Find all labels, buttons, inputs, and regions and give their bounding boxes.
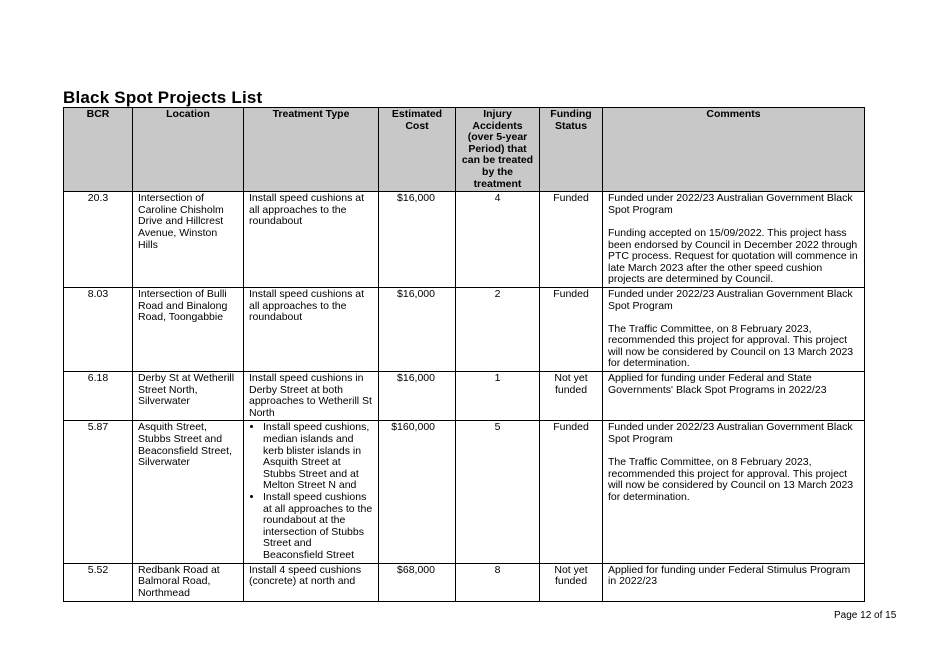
- table-row: [64, 372, 865, 421]
- list-item: • Install speed cushions at all approaches to the roundabout at the intersection of Stubbs Street and Beaconsfield Street: [263, 492, 373, 562]
- cell-bcr: 5.87: [64, 421, 133, 563]
- comment-paragraph: Funded under 2022/23 Australian Government Black Spot Program: [608, 192, 853, 216]
- header-funding-status: Funding Status: [540, 108, 603, 192]
- cell-treatment: Install speed cushions in Derby Street at both approaches to Wetherill St North: [244, 372, 379, 421]
- header-location: Location: [133, 108, 244, 192]
- cell-bcr: 20.3: [64, 192, 133, 288]
- cell-location: Asquith Street, Stubbs Street and Beaconsfield Street, Silverwater: [133, 421, 244, 563]
- cell-funding: Funded: [540, 421, 603, 563]
- cell-injury: 4: [456, 192, 540, 288]
- cell-treatment: Install 4 speed cushions (concrete) at north and: [244, 563, 379, 601]
- table-header-row: [64, 108, 865, 192]
- list-item: • Install speed cushions, median islands and kerb blister islands in Asquith Street at Stubbs Street and at Melton Street N and: [263, 422, 373, 492]
- cell-location: Redbank Road at Balmoral Road, Northmead: [133, 563, 244, 601]
- comment-paragraph: Funded under 2022/23 Australian Government Black Spot Program: [608, 421, 853, 446]
- cell-injury: 2: [456, 287, 540, 371]
- cell-cost: $16,000: [379, 192, 456, 288]
- comment-paragraph: The Traffic Committee, on 8 February 2023, recommended this project for approval. This project will now be considered by Council on 13 March 2023 for determination.: [608, 456, 854, 503]
- cell-cost: $16,000: [379, 372, 456, 421]
- cell-treatment: Install speed cushions at all approaches to the roundabout: [244, 287, 379, 371]
- cell-location: Intersection of Bulli Road and Binalong Road, Toongabbie: [133, 287, 244, 371]
- comment-paragraph: Applied for funding under Federal Stimulus Program in 2022/23: [608, 563, 851, 588]
- comment-paragraph: The Traffic Committee, on 8 February 2023, recommended this project for approval. This project will now be considered by Council on 13 March 2023 for determination.: [608, 322, 854, 370]
- header-estimated-cost: Estimated Cost: [379, 108, 456, 192]
- cell-comments: [603, 421, 865, 563]
- header-comments: Comments: [603, 108, 865, 192]
- cell-injury: 5: [456, 421, 540, 563]
- table-row: [64, 192, 865, 288]
- header-bcr: BCR: [64, 108, 133, 192]
- cell-cost: $16,000: [379, 287, 456, 371]
- cell-bcr: 5.52: [64, 563, 133, 601]
- cell-location: Derby St at Wetherill Street North, Silverwater: [133, 372, 244, 421]
- treatment-list: [249, 422, 373, 561]
- cell-bcr: 8.03: [64, 287, 133, 371]
- cell-cost: $160,000: [379, 421, 456, 563]
- header-treatment-type: Treatment Type: [244, 108, 379, 192]
- cell-treatment: [244, 421, 379, 563]
- cell-comments: [603, 563, 865, 601]
- cell-comments: [603, 192, 865, 288]
- table-row: [64, 563, 865, 601]
- cell-injury: 1: [456, 372, 540, 421]
- cell-funding: Not yet funded: [540, 563, 603, 601]
- cell-comments: [603, 372, 865, 421]
- header-injury-accidents: Injury Accidents (over 5-year Period) that can be treated by the treatment: [456, 108, 540, 192]
- cell-comments: [603, 287, 865, 371]
- cell-injury: 8: [456, 563, 540, 601]
- comment-paragraph: Funded under 2022/23 Australian Government Black Spot Program: [608, 287, 853, 312]
- cell-location: Intersection of Caroline Chisholm Drive and Hillcrest Avenue, Winston Hills: [133, 192, 244, 288]
- table-row: [64, 421, 865, 563]
- page-number: Page 12 of 15: [834, 610, 897, 621]
- cell-funding: Funded: [540, 192, 603, 288]
- cell-bcr: 6.18: [64, 372, 133, 421]
- page-title: Black Spot Projects List: [63, 88, 263, 107]
- table-row: [64, 287, 865, 371]
- cell-cost: $68,000: [379, 563, 456, 601]
- cell-funding: Not yet funded: [540, 372, 603, 421]
- cell-funding: Funded: [540, 287, 603, 371]
- black-spot-projects-table: [63, 107, 865, 602]
- comment-paragraph: Funding accepted on 15/09/2022. This project hass been endorsed by Council in December 2022 through PTC process. Request for quotation will commence in late March 2023 after the other speed cushion projects are determined by Council.: [608, 226, 858, 286]
- comment-paragraph: Applied for funding under Federal and State Governments' Black Spot Programs in 2022/23: [608, 372, 827, 396]
- cell-treatment: Install speed cushions at all approaches to the roundabout: [244, 192, 379, 288]
